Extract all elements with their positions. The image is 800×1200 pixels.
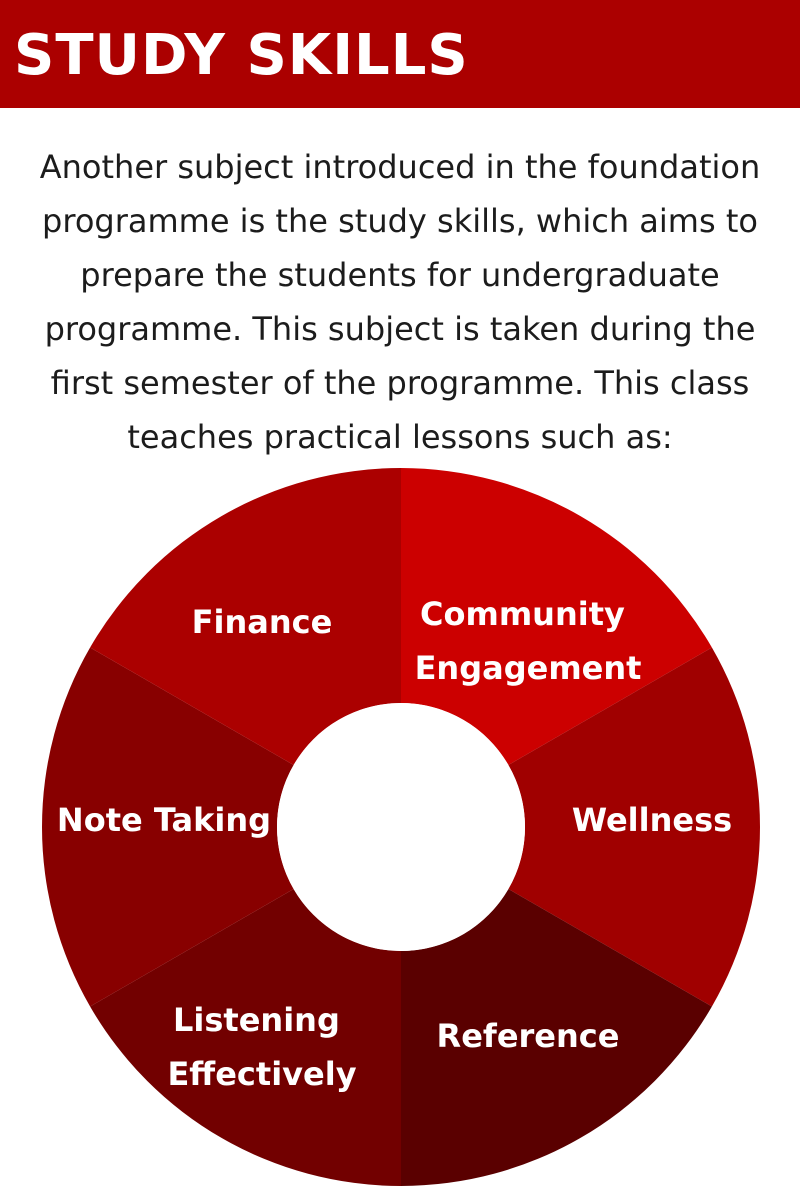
segment-note-taking-label: Note Taking	[56, 801, 272, 839]
intro-line: prepare the students for undergraduate	[80, 256, 720, 294]
intro-line: Another subject introduced in the foundation	[39, 148, 761, 186]
intro-line: programme. This subject is taken during the	[44, 310, 756, 348]
header-bar	[0, 0, 800, 108]
intro-line: first semester of the programme. This class	[50, 364, 750, 402]
intro-paragraph	[10, 140, 790, 464]
wheel-center-hole	[277, 703, 525, 951]
segment-wellness-label: Wellness	[571, 801, 733, 839]
segment-listening-effectively-label: Listening Effectively	[167, 1001, 357, 1093]
segment-finance-label: Finance	[191, 603, 333, 641]
intro-line: programme is the study skills, which aims to	[42, 202, 758, 240]
skills-wheel	[0, 460, 800, 1200]
segment-reference-label: Reference	[436, 1017, 620, 1055]
segment-community-engagement-label: Community Engagement	[414, 595, 642, 687]
page-title: STUDY SKILLS	[14, 23, 469, 88]
intro-line: teaches practical lessons such as:	[127, 418, 673, 456]
